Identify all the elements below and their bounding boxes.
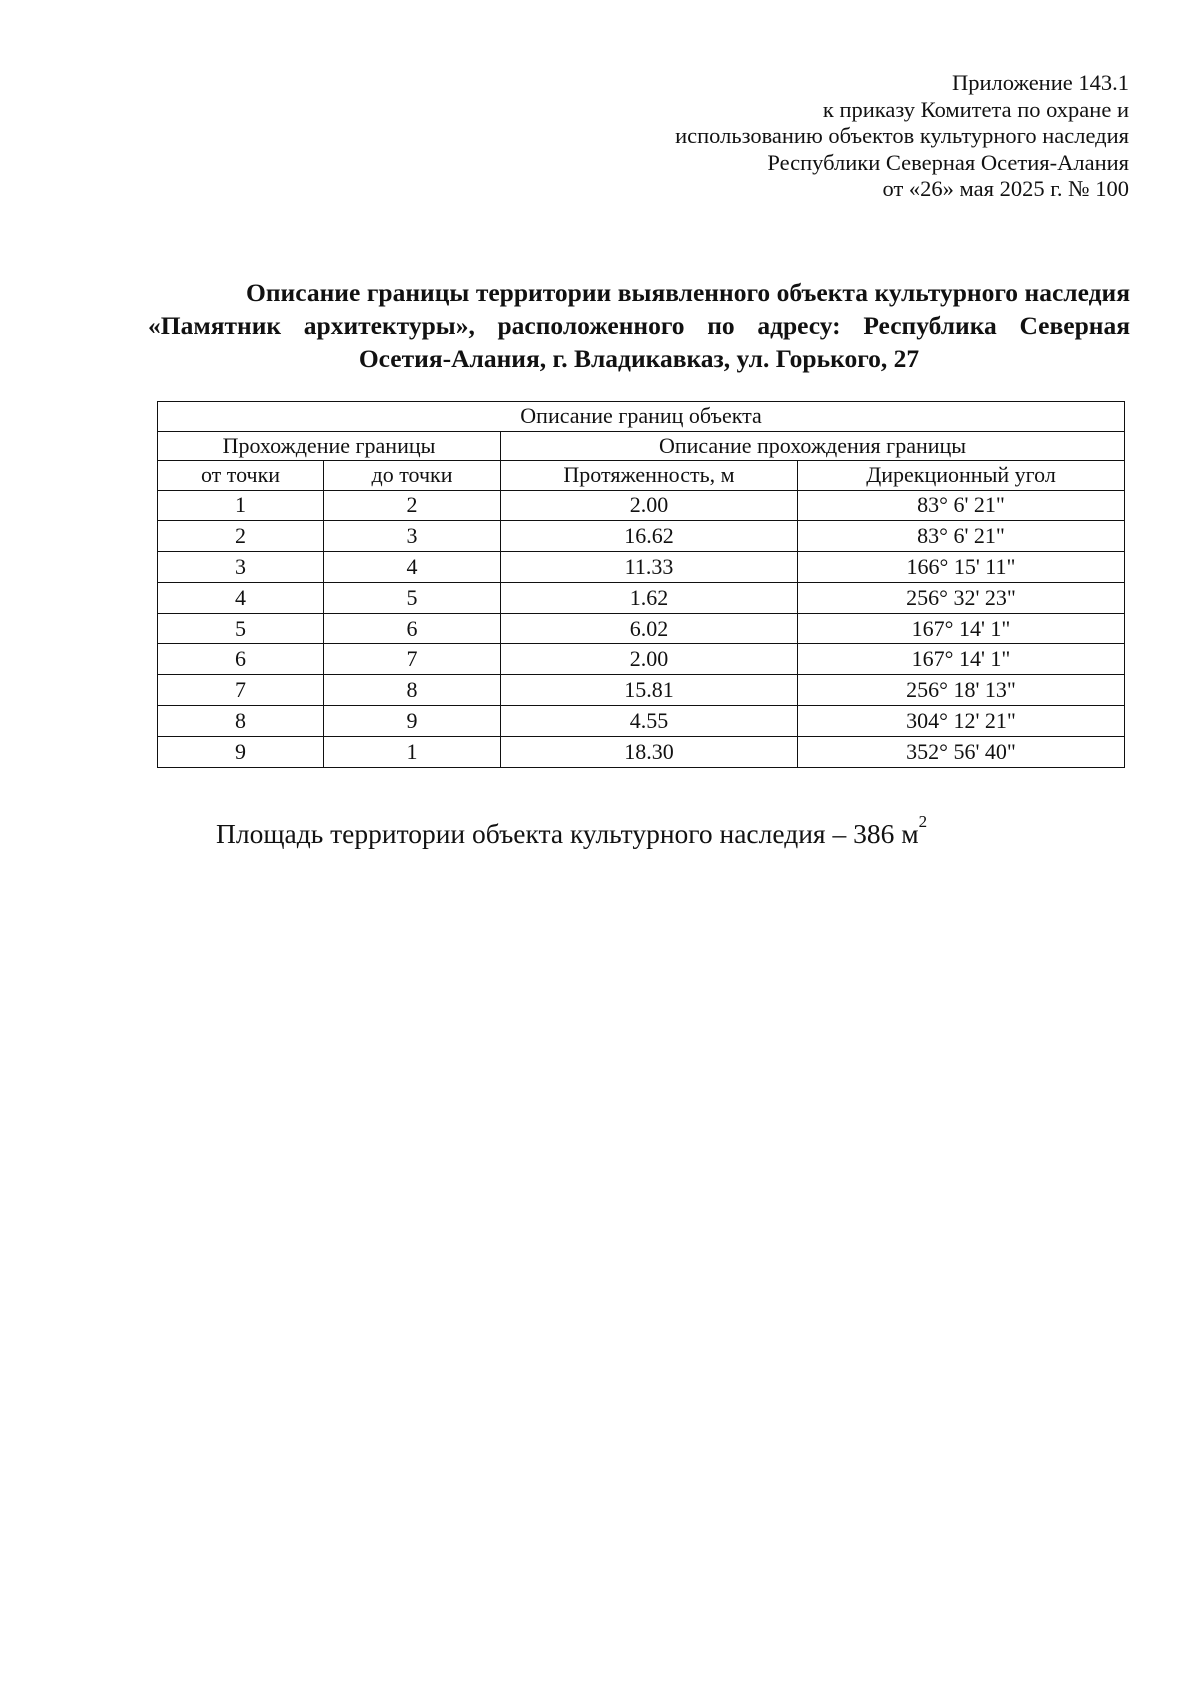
area-superscript: 2 (918, 812, 928, 831)
cell-direction-angle: 167° 14' 1" (798, 644, 1125, 675)
cell-length: 1.62 (501, 582, 798, 613)
table-row (158, 736, 1125, 767)
cell-to-point: 3 (324, 521, 501, 552)
cell-to-point: 8 (324, 675, 501, 706)
group-header-description: Описание прохождения границы (501, 431, 1125, 461)
cell-direction-angle: 304° 12' 21" (798, 706, 1125, 737)
cell-from-point: 6 (158, 644, 324, 675)
cell-to-point: 9 (324, 706, 501, 737)
cell-direction-angle: 83° 6' 21" (798, 490, 1125, 521)
cell-to-point: 5 (324, 582, 501, 613)
cell-length: 2.00 (501, 644, 798, 675)
boundary-table (157, 401, 1125, 768)
table-row (158, 613, 1125, 644)
cell-from-point: 1 (158, 490, 324, 521)
column-header-length: Протяженность, м (501, 461, 798, 491)
cell-from-point: 4 (158, 582, 324, 613)
cell-from-point: 7 (158, 675, 324, 706)
appendix-line: от «26» мая 2025 г. № 100 (882, 176, 1129, 201)
cell-length: 16.62 (501, 521, 798, 552)
column-header-to-point: до точки (324, 461, 501, 491)
table-row (158, 521, 1125, 552)
table-group-header-row (158, 431, 1125, 461)
table-row (158, 490, 1125, 521)
table-row (158, 675, 1125, 706)
cell-to-point: 4 (324, 552, 501, 583)
area-text: Площадь территории объекта культурного наследия – 386 м (216, 818, 919, 849)
cell-direction-angle: 167° 14' 1" (798, 613, 1125, 644)
cell-from-point: 8 (158, 706, 324, 737)
cell-direction-angle: 166° 15' 11" (798, 552, 1125, 583)
column-header-from-point: от точки (158, 461, 324, 491)
table-caption-row (158, 402, 1125, 432)
cell-direction-angle: 83° 6' 21" (798, 521, 1125, 552)
cell-to-point: 1 (324, 736, 501, 767)
area-statement (216, 812, 928, 850)
table-row (158, 582, 1125, 613)
cell-direction-angle: 256° 18' 13" (798, 675, 1125, 706)
table-row (158, 552, 1125, 583)
cell-length: 4.55 (501, 706, 798, 737)
table-row (158, 644, 1125, 675)
group-header-passage: Прохождение границы (158, 431, 501, 461)
cell-from-point: 3 (158, 552, 324, 583)
cell-to-point: 2 (324, 490, 501, 521)
cell-length: 18.30 (501, 736, 798, 767)
document-title: Описание границы территории выявленного объекта культурного наследия «Памятник архитектуры», расположенного по адресу: Республика Северная Осетия-Алания, г. Владикавказ, ул. Горького, 27 (148, 278, 1130, 373)
appendix-line: Приложение 143.1 (951, 70, 1129, 95)
cell-direction-angle: 256° 32' 23" (798, 582, 1125, 613)
column-header-direction-angle: Дирекционный угол (798, 461, 1125, 491)
cell-from-point: 9 (158, 736, 324, 767)
cell-from-point: 2 (158, 521, 324, 552)
cell-from-point: 5 (158, 613, 324, 644)
cell-length: 6.02 (501, 613, 798, 644)
cell-length: 15.81 (501, 675, 798, 706)
appendix-line: использованию объектов культурного наследия (675, 123, 1129, 148)
table-row (158, 706, 1125, 737)
cell-length: 11.33 (501, 552, 798, 583)
cell-length: 2.00 (501, 490, 798, 521)
table-caption: Описание границ объекта (158, 402, 1125, 432)
cell-direction-angle: 352° 56' 40" (798, 736, 1125, 767)
table-column-header-row (158, 461, 1125, 491)
appendix-header (675, 70, 1129, 203)
appendix-line: к приказу Комитета по охране и (822, 96, 1129, 122)
cell-to-point: 7 (324, 644, 501, 675)
appendix-line: Республики Северная Осетия-Алания (767, 149, 1129, 175)
cell-to-point: 6 (324, 613, 501, 644)
